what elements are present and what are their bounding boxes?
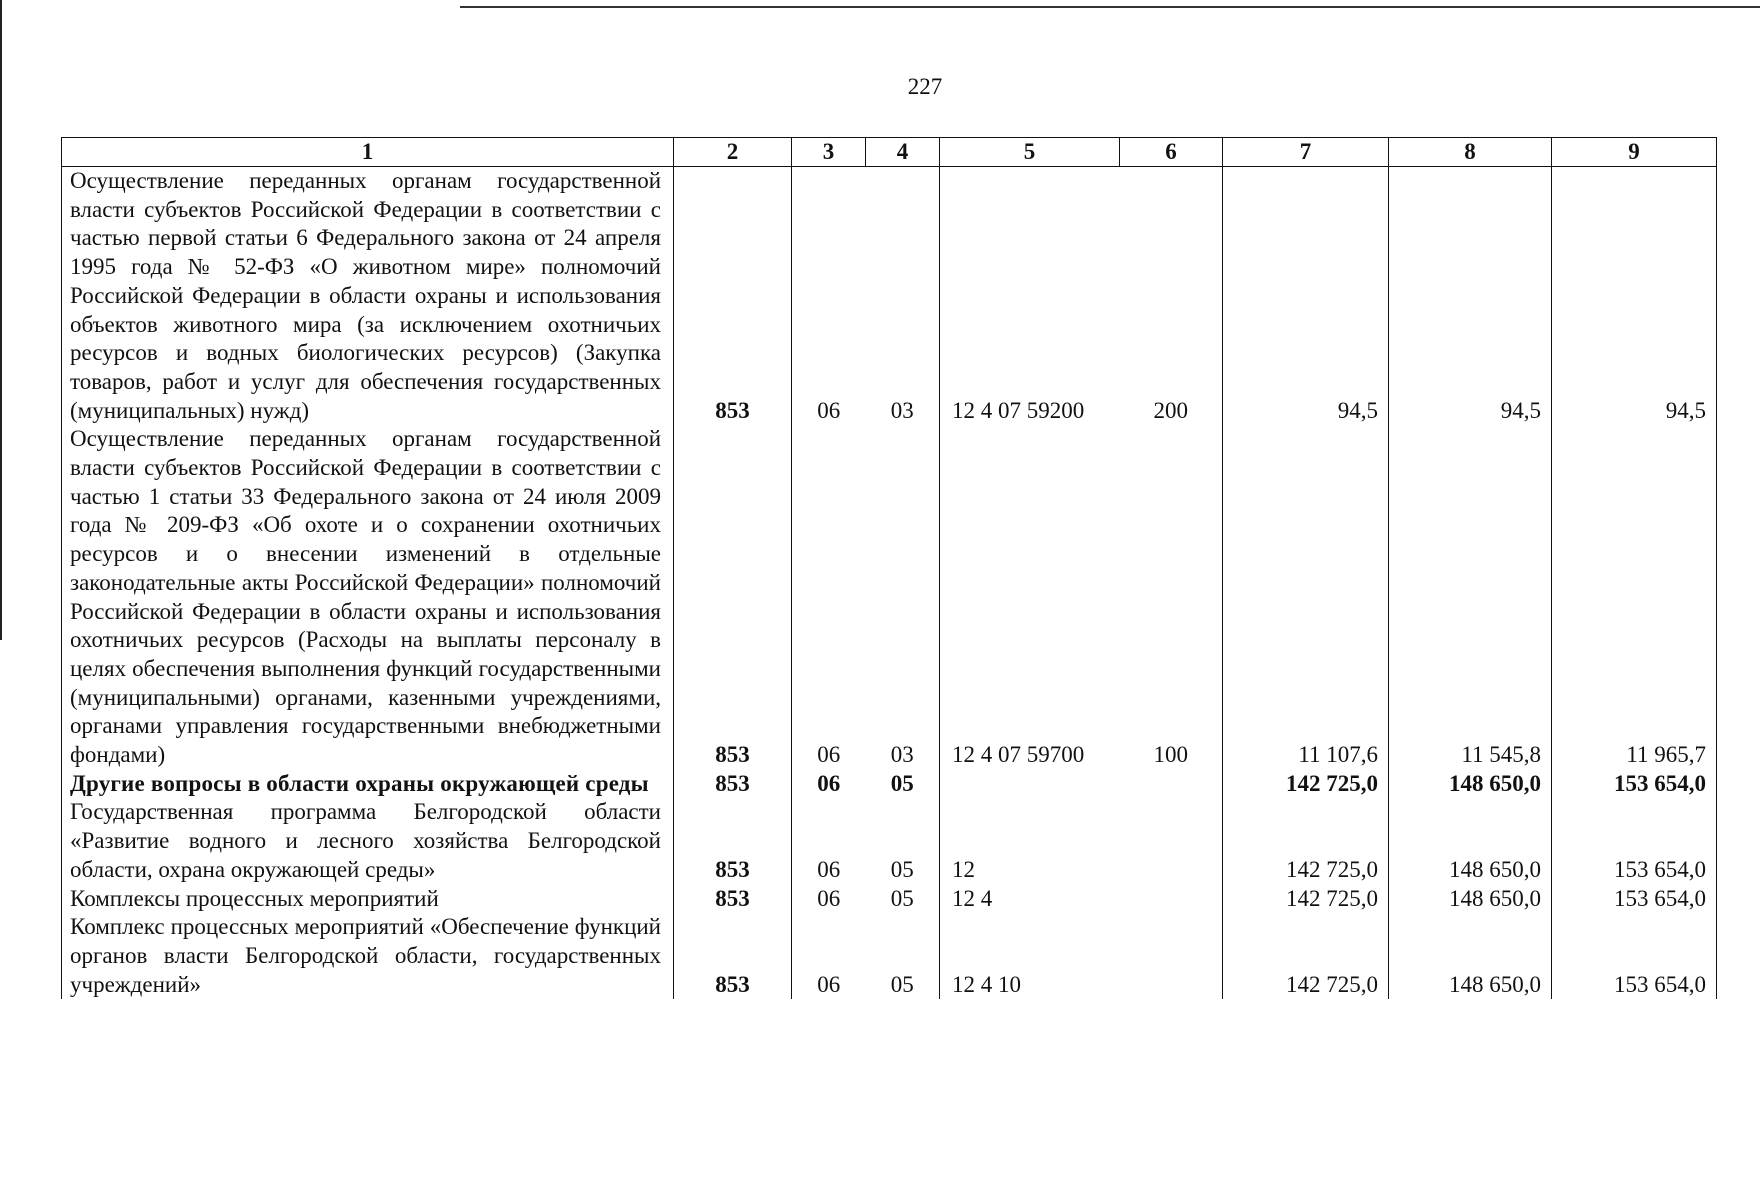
row-target-article: 12 4 [940,885,1120,914]
table-row [62,885,1717,914]
row-admin-code: 853 [674,798,792,884]
row-description: Комплексы процессных мероприятий [62,885,674,914]
row-expense-type [1120,770,1223,799]
row-amount-col7: 142 725,0 [1223,798,1389,884]
scan-top-edge [460,6,1760,8]
row-target-article: 12 [940,798,1120,884]
row-section: 06 [792,425,866,769]
table-row [62,425,1717,769]
row-amount-col9: 153 654,0 [1552,885,1717,914]
row-admin-code: 853 [674,913,792,999]
header-col-3: 3 [792,138,866,167]
row-description: Осуществление переданных органам государственной власти субъектов Российской Федерации в соответствии с частью 1 статьи 33 Федерального закона от 24 июля 2009 года № 209-ФЗ «Об охоте и о сохранении охотничьих ресурсов и о внесении изменений в отдельные законодательные акты Российской Федерации» полномочий Российской Федерации в области охраны и использования охотничьих ресурсов (Расходы на выплаты персоналу в целях обеспечения выполнения функций государственными (муниципальными) органами, казенными учреждениями, органами управления государственными внебюджетными фондами) [62,425,674,769]
header-col-4: 4 [866,138,940,167]
row-expense-type: 200 [1120,167,1223,426]
row-section: 06 [792,885,866,914]
row-amount-col8: 94,5 [1389,167,1552,426]
row-expense-type: 100 [1120,425,1223,769]
row-amount-col7: 94,5 [1223,167,1389,426]
row-amount-col8: 148 650,0 [1389,798,1552,884]
row-amount-col7: 142 725,0 [1223,885,1389,914]
row-subsection: 05 [866,885,940,914]
row-subsection: 03 [866,425,940,769]
row-target-article: 12 4 07 59700 [940,425,1120,769]
header-col-2: 2 [674,138,792,167]
row-amount-col8: 148 650,0 [1389,770,1552,799]
header-col-9: 9 [1552,138,1717,167]
row-section: 06 [792,167,866,426]
page-number: 227 [907,74,943,99]
row-description: Осуществление переданных органам государственной власти субъектов Российской Федерации в соответствии с частью первой статьи 6 Федерального закона от 24 апреля 1995 года № 52-ФЗ «О животном мире» полномочий Российской Федерации в области охраны и использования объектов животного мира (за исключением охотничьих ресурсов и водных биологических ресурсов) (Закупка товаров, работ и услуг для обеспечения государственных (муниципальных) нужд) [62,167,674,426]
budget-table [61,137,1717,999]
row-admin-code: 853 [674,770,792,799]
row-expense-type [1120,913,1223,999]
table-row [62,167,1717,426]
row-amount-col8: 148 650,0 [1389,913,1552,999]
row-amount-col9: 153 654,0 [1552,913,1717,999]
row-section: 06 [792,770,866,799]
row-section: 06 [792,913,866,999]
row-section: 06 [792,798,866,884]
row-amount-col9: 153 654,0 [1552,770,1717,799]
row-description: Комплекс процессных мероприятий «Обеспечение функций органов власти Белгородской области, государственных учреждений» [62,913,674,999]
row-amount-col8: 11 545,8 [1389,425,1552,769]
row-amount-col7: 142 725,0 [1223,770,1389,799]
row-subsection: 05 [866,798,940,884]
row-amount-col8: 148 650,0 [1389,885,1552,914]
row-amount-col9: 11 965,7 [1552,425,1717,769]
row-target-article [940,770,1120,799]
row-amount-col7: 142 725,0 [1223,913,1389,999]
table-header-row [62,138,1717,167]
header-col-8: 8 [1389,138,1552,167]
row-expense-type [1120,885,1223,914]
table-row [62,913,1717,999]
row-description: Государственная программа Белгородской области «Развитие водного и лесного хозяйства Белгородской области, охрана окружающей среды» [62,798,674,884]
header-col-5: 5 [940,138,1120,167]
row-description: Другие вопросы в области охраны окружающей среды [62,770,674,799]
row-target-article: 12 4 10 [940,913,1120,999]
row-amount-col9: 153 654,0 [1552,798,1717,884]
row-target-article: 12 4 07 59200 [940,167,1120,426]
row-expense-type [1120,798,1223,884]
header-col-7: 7 [1223,138,1389,167]
row-subsection: 03 [866,167,940,426]
row-admin-code: 853 [674,425,792,769]
row-subsection: 05 [866,913,940,999]
header-col-1: 1 [62,138,674,167]
row-amount-col9: 94,5 [1552,167,1717,426]
row-subsection: 05 [866,770,940,799]
table-row [62,798,1717,884]
row-admin-code: 853 [674,885,792,914]
row-amount-col7: 11 107,6 [1223,425,1389,769]
row-admin-code: 853 [674,167,792,426]
header-col-6: 6 [1120,138,1223,167]
table-row [62,770,1717,799]
